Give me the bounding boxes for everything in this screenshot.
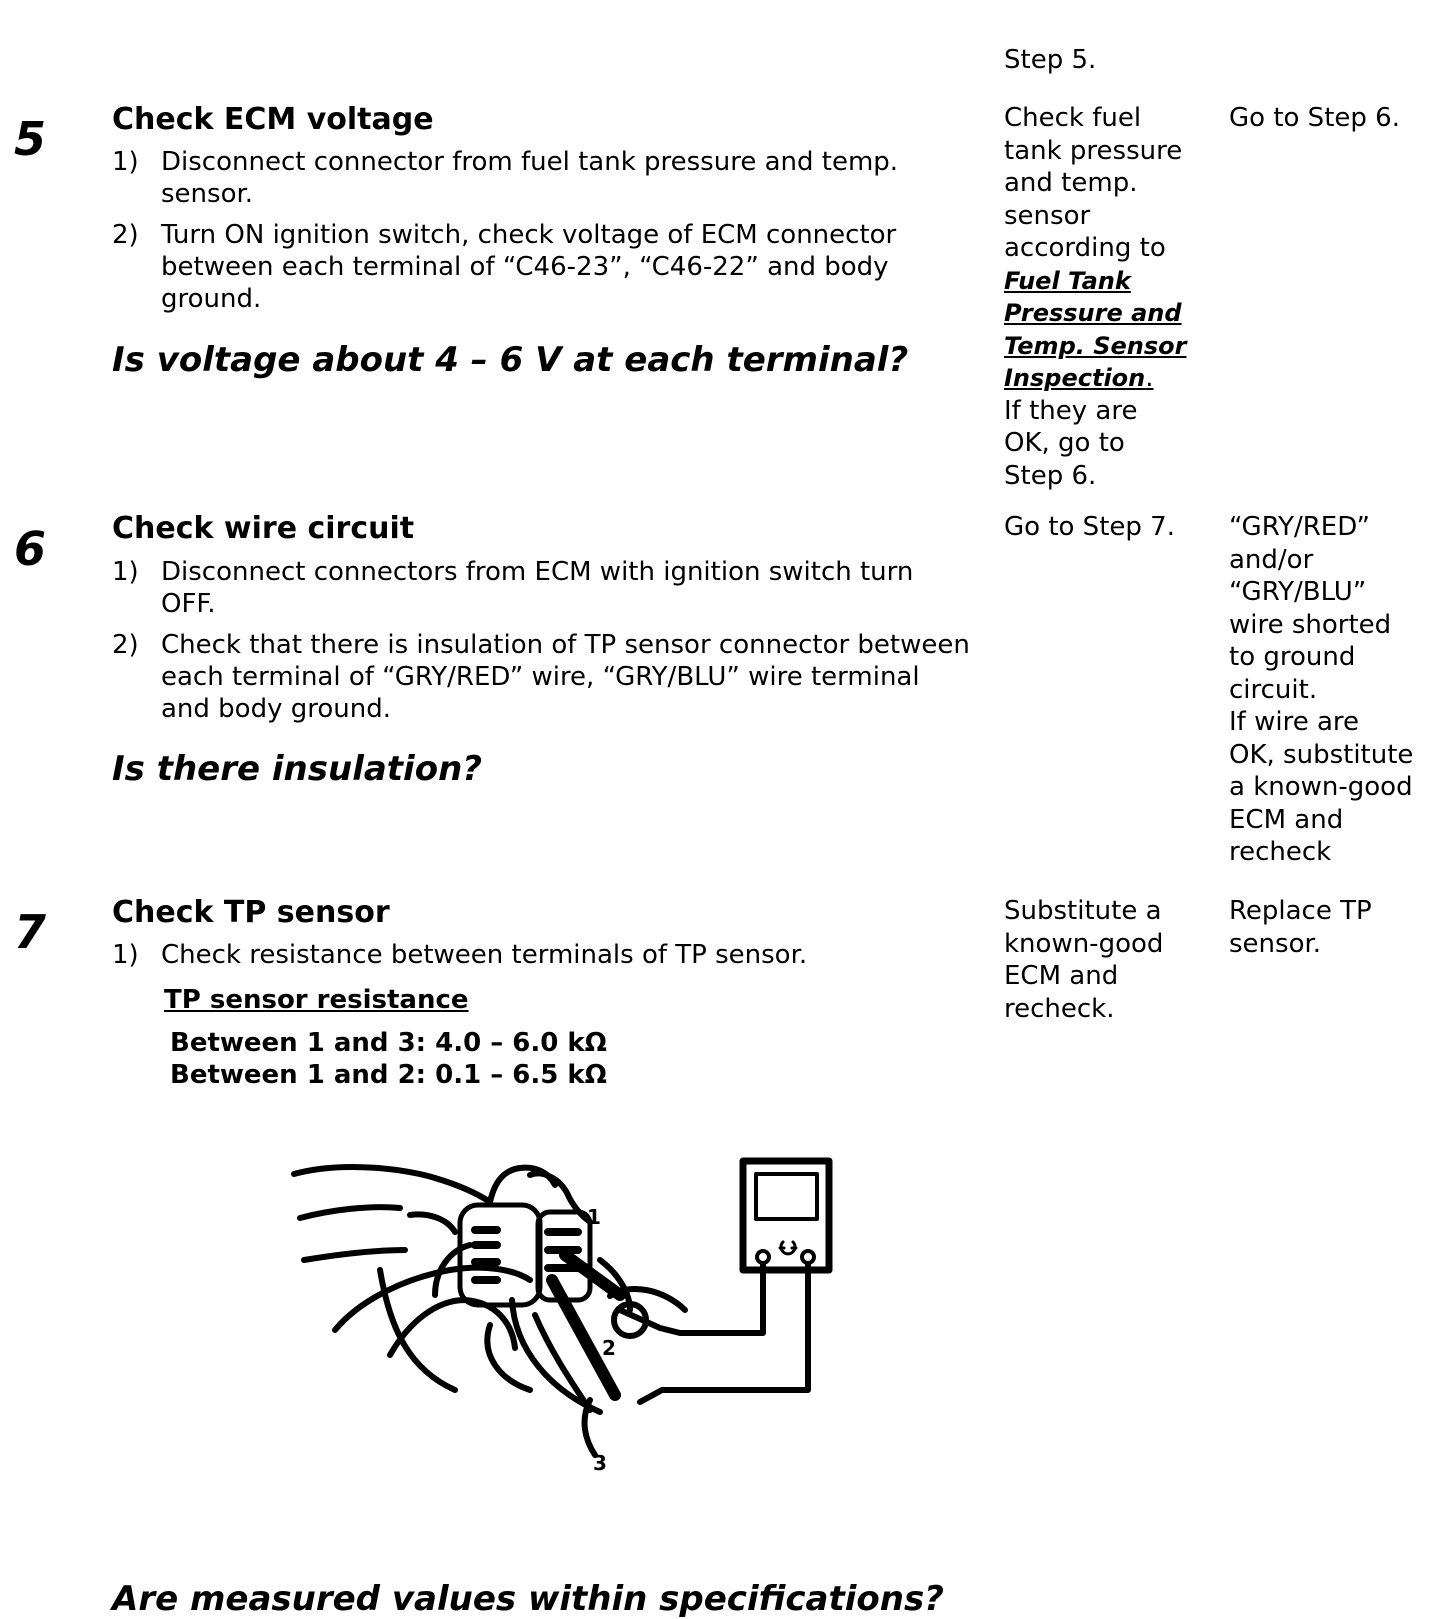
top-yes-text: Step 5. [1004,45,1097,75]
step-title: Check wire circuit [112,511,415,546]
step-items [112,146,962,315]
figure-label: 1 [587,1205,601,1229]
tp-sensor-diagram [290,1150,850,1480]
step-item: 1) Disconnect connector from fuel tank pressure and temp. sensor. [112,147,899,209]
step-no-action: “GRY/RED” and/or “GRY/BLU” wire shorted to ground circuit. If wire are OK, substitute a known-good ECM and recheck [1229,512,1414,867]
step-yes-action: Substitute a known-good ECM and recheck. [1004,896,1164,1024]
step-title: Check ECM voltage [112,102,434,137]
spec-title: TP sensor resistance [164,985,469,1015]
step-question: Is there insulation? [112,749,482,789]
step-title: Check TP sensor [112,895,390,930]
spec-values [170,1027,607,1091]
step-number: 5 [14,112,47,166]
figure-label: 3 [593,1451,607,1475]
figure-label: 2 [602,1336,616,1360]
step-question: Is voltage about 4 – 6 V at each terminal? [112,340,909,380]
step-yes-action: Check fuel tank pressure and temp. sensor according to Fuel Tank Pressure and Temp. Sensor Inspection. If they are OK, go to Step 6. [1004,102,1204,492]
step-item: 1) Disconnect connectors from ECM with ignition switch turn OFF. [112,557,914,619]
step-no-action: Replace TP sensor. [1229,896,1372,959]
step-item: 2) Turn ON ignition switch, check voltage of ECM connector between each terminal of “C46-23”, “C46-22” and body ground. [112,220,897,314]
inspection-link[interactable]: Fuel Tank Pressure and Temp. Sensor Inspection. [1004,266,1187,393]
step-yes-action: Go to Step 7. [1004,512,1175,542]
step-item: 1) Check resistance between terminals of TP sensor. [112,940,808,970]
step-question: Are measured values within specifications? [112,1579,944,1619]
step-number: 6 [14,522,47,576]
step-items [112,939,972,971]
spec-value: Between 1 and 3: 4.0 – 6.0 kΩ [170,1028,607,1058]
step-no-action: Go to Step 6. [1229,103,1400,133]
step-number: 7 [14,905,47,959]
step-items [112,556,972,725]
spec-value: Between 1 and 2: 0.1 – 6.5 kΩ [170,1060,607,1090]
step-item: 2) Check that there is insulation of TP sensor connector between each terminal of “GRY/RED” wire, “GRY/BLU” wire terminal and body ground. [112,630,970,724]
